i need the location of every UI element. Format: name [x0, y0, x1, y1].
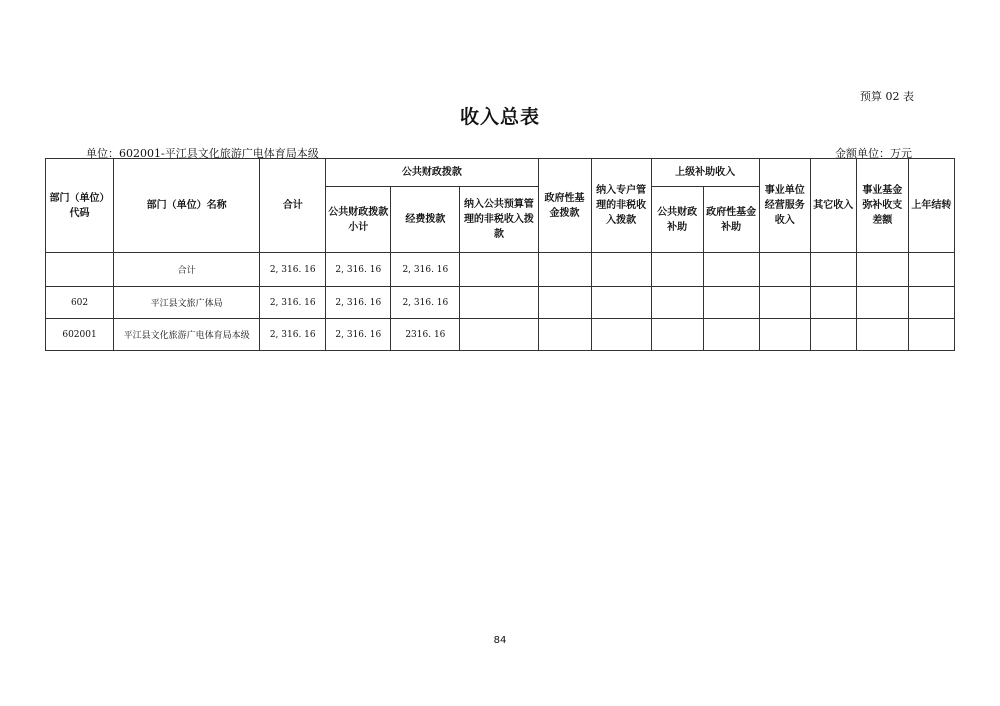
cell-subtotal: 2, 316. 16 [326, 319, 391, 351]
cell-empty [908, 319, 954, 351]
cell-empty [460, 319, 538, 351]
cell-empty [460, 253, 538, 287]
cell-empty [591, 319, 651, 351]
cell-empty [538, 287, 591, 319]
cell-total: 2, 316. 16 [260, 253, 326, 287]
cell-empty [703, 287, 759, 319]
table-row [46, 319, 955, 351]
header-total: 合计 [260, 159, 326, 253]
cell-name: 合计 [114, 253, 260, 287]
header-dept-code: 部门（单位）代码 [46, 159, 114, 253]
cell-empty [651, 319, 703, 351]
cell-empty [759, 253, 810, 287]
cell-empty [651, 287, 703, 319]
cell-empty [591, 287, 651, 319]
cell-empty [810, 287, 856, 319]
header-non-tax-in-budget: 纳入公共预算管理的非税收入拨款 [460, 187, 538, 253]
cell-empty [810, 253, 856, 287]
header-business-service: 事业单位经营服务收入 [759, 159, 810, 253]
header-superior-subsidy: 上级补助收入 [651, 159, 759, 187]
header-fund-offset: 事业基金弥补收支差额 [856, 159, 908, 253]
header-public-finance: 公共财政拨款 [326, 159, 538, 187]
cell-empty [759, 319, 810, 351]
header-gov-fund: 政府性基金拨款 [538, 159, 591, 253]
cell-funding: 2, 316. 16 [391, 287, 460, 319]
cell-name: 平江县文旅广体局 [114, 287, 260, 319]
cell-empty [703, 253, 759, 287]
cell-empty [759, 287, 810, 319]
cell-empty [651, 253, 703, 287]
cell-funding: 2, 316. 16 [391, 253, 460, 287]
header-non-tax-special: 纳入专户管理的非税收入拨款 [591, 159, 651, 253]
cell-empty [908, 253, 954, 287]
cell-funding: 2316. 16 [391, 319, 460, 351]
header-other-income: 其它收入 [810, 159, 856, 253]
cell-empty [538, 253, 591, 287]
header-public-finance-subtotal: 公共财政拨款小计 [326, 187, 391, 253]
cell-empty [591, 253, 651, 287]
cell-code: 602 [46, 287, 114, 319]
cell-empty [460, 287, 538, 319]
income-summary-table [45, 158, 955, 351]
cell-empty [856, 319, 908, 351]
cell-empty [538, 319, 591, 351]
cell-empty [810, 319, 856, 351]
cell-subtotal: 2, 316. 16 [326, 287, 391, 319]
cell-empty [856, 287, 908, 319]
cell-name: 平江县文化旅游广电体育局本级 [114, 319, 260, 351]
header-gov-fund-subsidy: 政府性基金补助 [703, 187, 759, 253]
cell-empty [703, 319, 759, 351]
cell-total: 2, 316. 16 [260, 287, 326, 319]
header-row-1 [46, 159, 955, 187]
amount-unit-label: 金额单位：万元 [835, 147, 912, 160]
page-title: 收入总表 [459, 106, 540, 128]
header-carryover: 上年结转 [908, 159, 954, 253]
header-dept-name: 部门（单位）名称 [114, 159, 260, 253]
cell-total: 2, 316. 16 [260, 319, 326, 351]
form-number: 预算 02 表 [860, 90, 914, 103]
header-funding-appropriation: 经费拨款 [391, 187, 460, 253]
header-public-finance-subsidy: 公共财政补助 [651, 187, 703, 253]
cell-code: 602001 [46, 319, 114, 351]
page-number: 84 [493, 635, 507, 646]
cell-empty [908, 287, 954, 319]
cell-empty [856, 253, 908, 287]
table-row [46, 287, 955, 319]
unit-label: 单位：602001-平江县文化旅游广电体育局本级 [86, 147, 319, 160]
cell-subtotal: 2, 316. 16 [326, 253, 391, 287]
table-row [46, 253, 955, 287]
cell-code [46, 253, 114, 287]
